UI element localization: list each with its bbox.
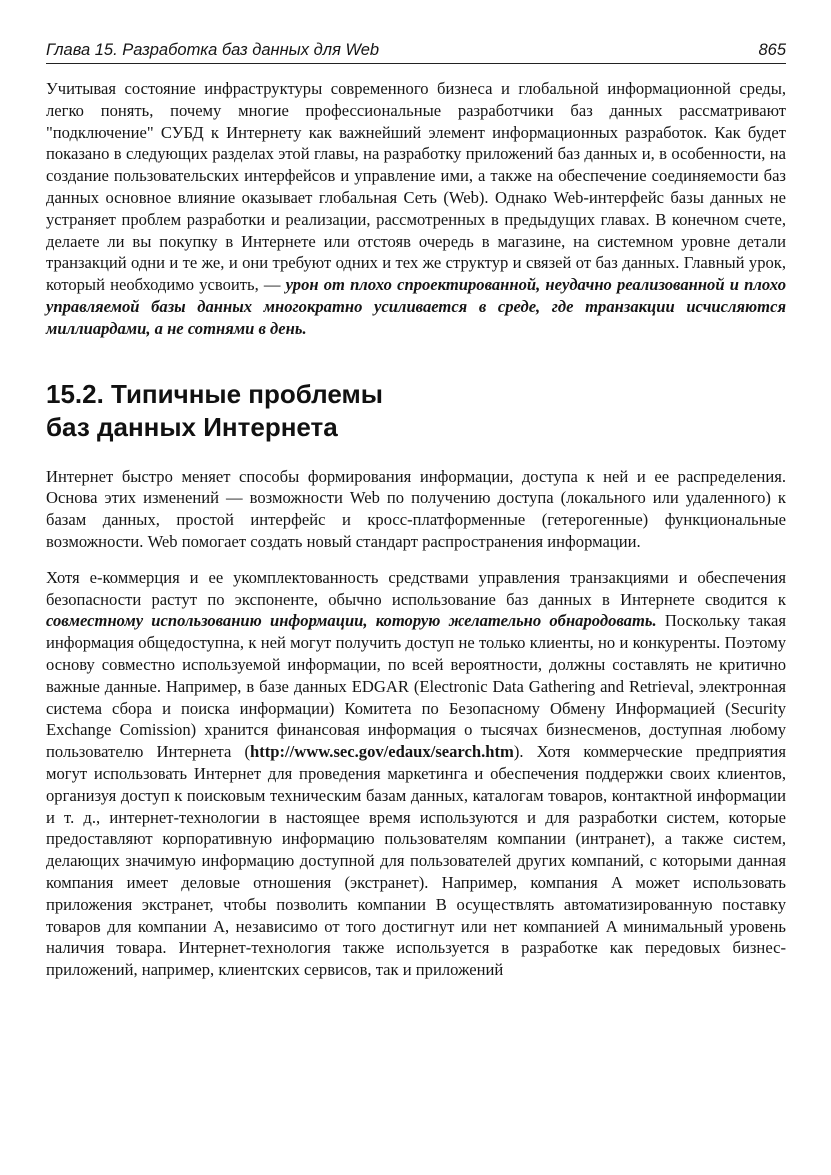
edgar-url-link: http://www.sec.gov/edaux/search.htm — [250, 742, 514, 762]
document-page — [46, 40, 786, 981]
page-number: 865 — [758, 41, 786, 59]
paragraph-ecommerce-text-2: Поскольку такая информация общедоступна, к ней могут получить доступ не только клиенты, но и конкуренты. Поэтому основу совместно используемой информации, по всей вероятности, должны составлять не критично важные данные. Например, в базе данных EDGAR (Electronic Data Gathering and Retrieval, электронная система сбора и поиска информации) Комитета по Безопасному Обмену Информацией (Security Exchange Comission) хранится финансовая информация о тысячах бизнесменов, доступная любому пользователю Интернета ( — [46, 611, 786, 762]
paragraph-intro-text: Учитывая состояние инфраструктуры современного бизнеса и глобальной информационной среды, легко понять, почему многие профессиональные разработчики баз данных рассматривают "подключение" СУБД к Интернету как важнейший элемент информационных разработок. Как будет показано в следующих разделах этой главы, на разработку приложений баз данных и, в особенности, на создание пользовательских интерфейсов и управление ими, а также на обеспечение соединяемости баз данных основное влияние оказывает глобальная Сеть (Web). Однако Web-интерфейс базы данных не устраняет проблем разработки и реализации, рассмотренных в предыдущих главах. В конечном счете, делаете ли вы покупку в Интернете или отстояв очередь в магазине, на системном уровне детали транзакций одни и те же, и они требуют одних и тех же структур и связей от баз данных. Главный урок, который необходимо усвоить, — — [46, 79, 786, 295]
section-heading — [46, 378, 786, 444]
paragraph-intro — [46, 78, 786, 340]
paragraph-ecommerce — [46, 567, 786, 981]
paragraph-ecommerce-text-3: ). Хотя коммерческие предприятия могут использовать Интернет для проведения маркетинга и обеспечения поддержки своих клиентов, организуя доступ к поисковым техническим базам данных, каталогам товаров, контактной информации и т. д., интернет-технологии в настоящее время используются и для разработки систем, которые предоставляют корпоративную информацию пользователям компании (интранет), а также систем, делающих значимую информацию доступной для пользователей других компаний, с которыми данная компания имеет деловые отношения (экстранет). Например, компания A может использовать приложения экстранет, чтобы позволить компании B осуществлять автоматизированную поставку товаров для компании A, независимо от того достигнут или нет компанией A минимальный уровень наличия товара. Интернет-технология также используется в разработке как передовых бизнес-приложений, например, клиентских сервисов, так и приложений — [46, 742, 786, 980]
paragraph-intro-emphasis: урон от плохо спроектированной, неудачно реализованной и плохо управляемой базы данных многократно усиливается в среде, где транзакции исчисляются миллиардами, а не сотнями в день. — [46, 275, 786, 338]
section-heading-line-2: баз данных Интернета — [46, 411, 338, 442]
chapter-title: Глава 15. Разработка баз данных для Web — [46, 41, 380, 59]
paragraph-web-changes — [46, 466, 786, 553]
paragraph-ecommerce-emphasis: совместному использованию информации, которую желательно обнародовать. — [46, 611, 657, 631]
paragraph-web-changes-text: Интернет быстро меняет способы формирования информации, доступа к ней и ее распределения. Основа этих изменений — возможности Web по получению доступа (локального или удаленного) к базам данных, простой интерфейс и кросс-платформенные (гетерогенные) функциональные возможности. Web помогает создать новый стандарт распространения информации. — [46, 466, 786, 551]
running-header — [46, 40, 786, 64]
section-heading-line-1: 15.2. Типичные проблемы — [46, 378, 383, 409]
paragraph-ecommerce-text-1: Хотя е-коммерция и ее укомплектованность средствами управления транзакциями и обеспечения безопасности растут по экспоненте, обычно использование баз данных в Интернете сводится к — [46, 567, 786, 609]
